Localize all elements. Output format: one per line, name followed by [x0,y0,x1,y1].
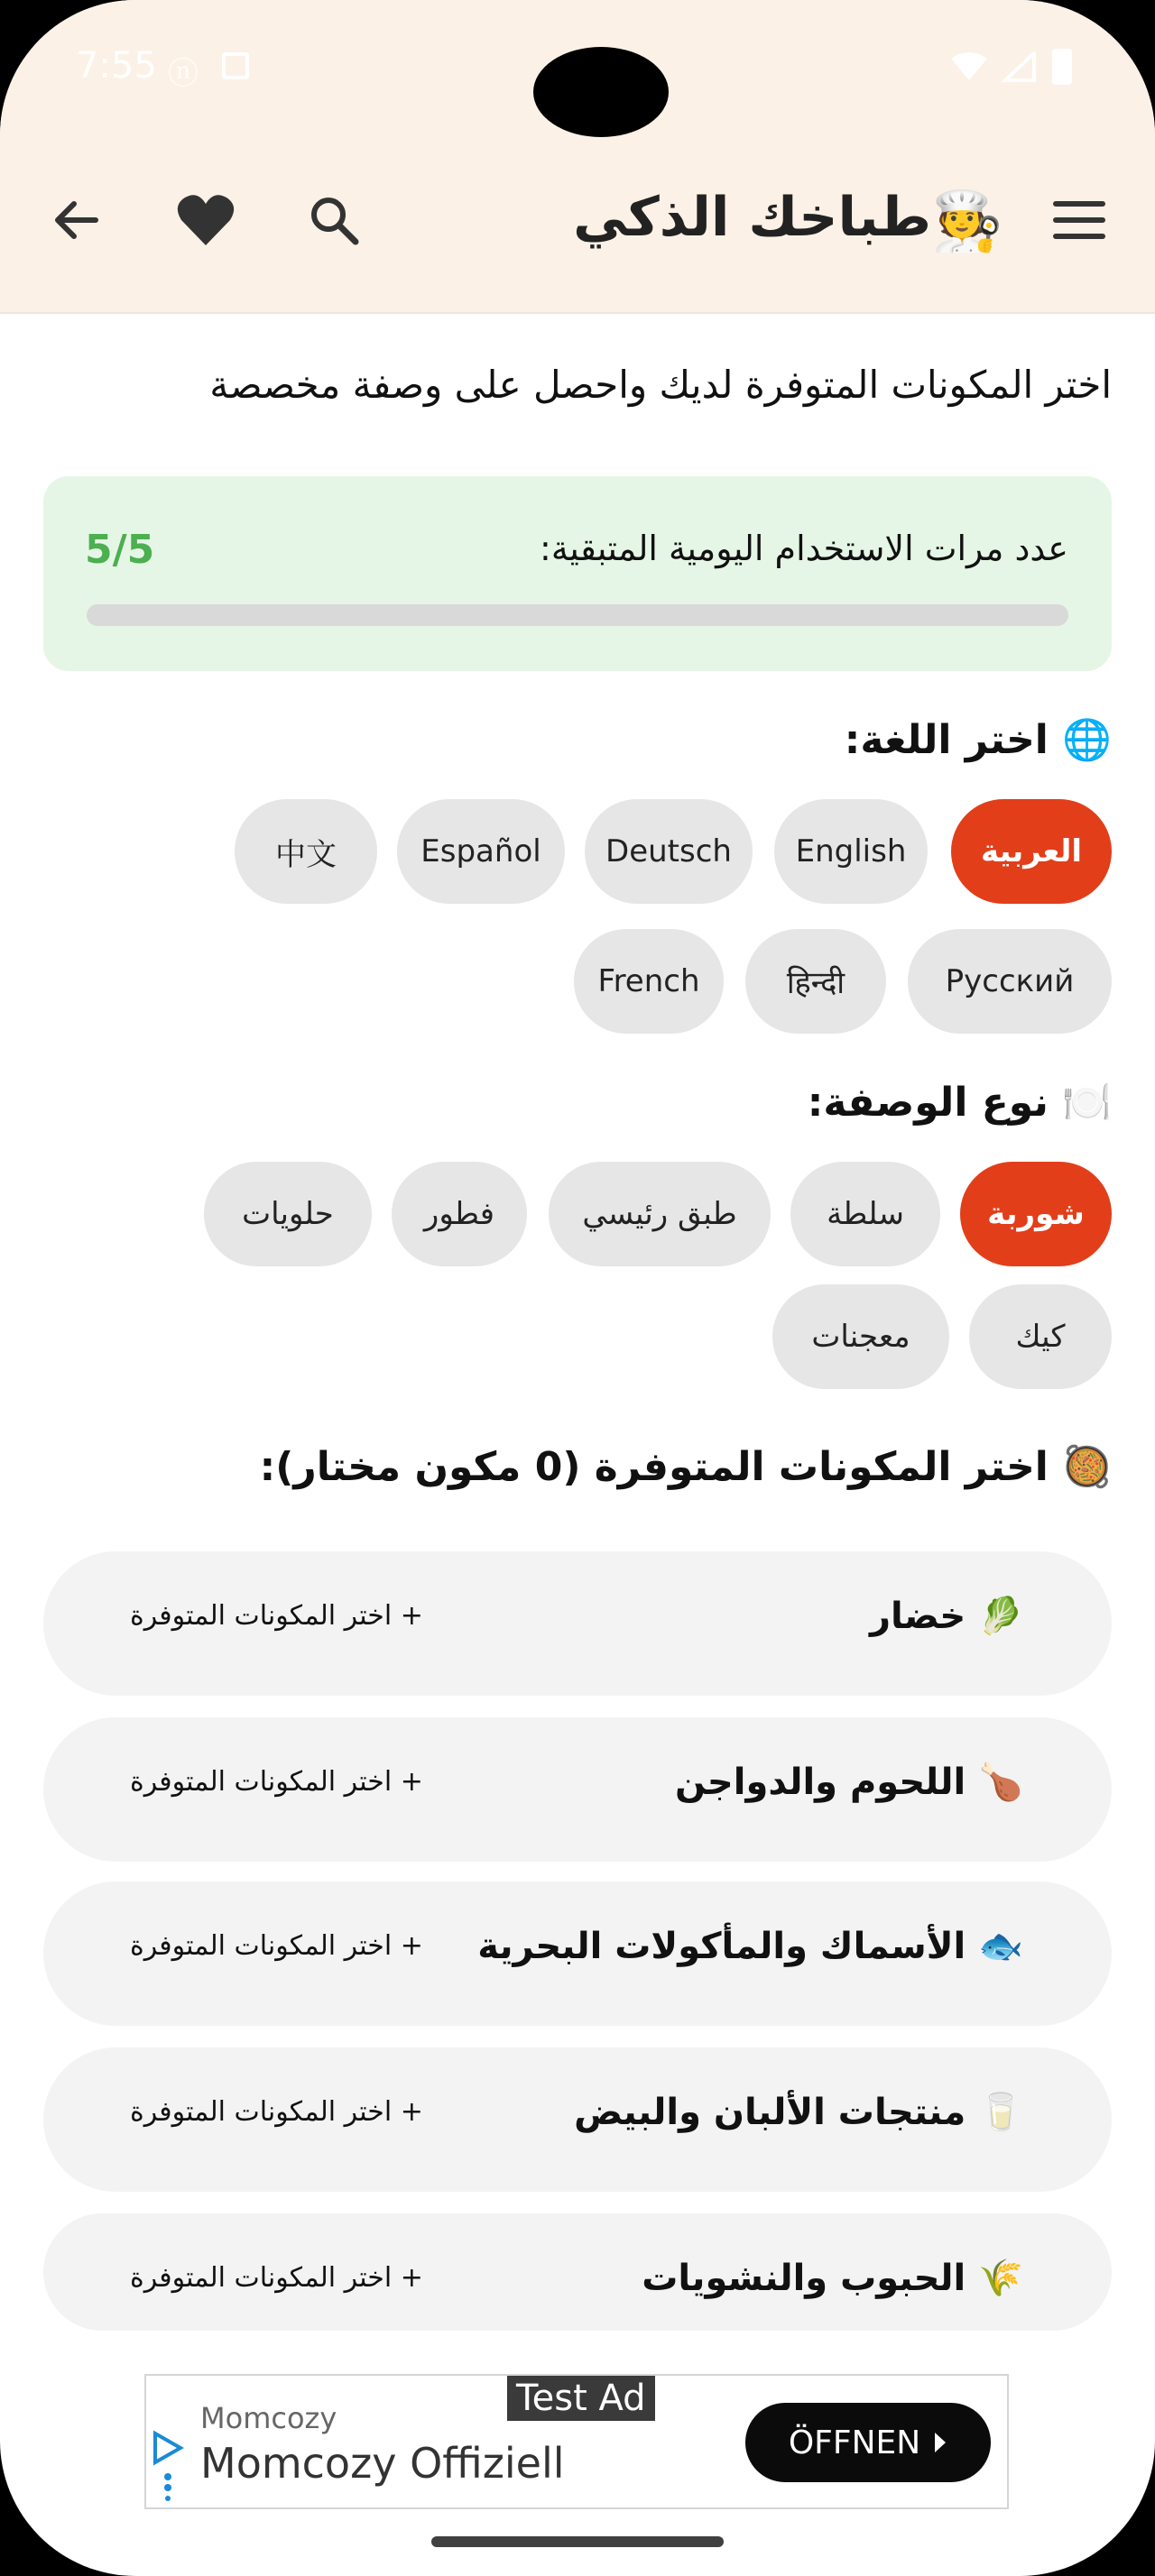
notification-a-icon [222,52,249,79]
signal-icon [1002,51,1038,82]
select-ingredients-button[interactable]: + اختر المكونات المتوفرة [130,1930,423,1962]
recipe-chip-soup[interactable]: شوربة [960,1162,1112,1266]
category-name [870,1595,1023,1637]
category-name [642,2257,1023,2299]
category-label: خضار [869,1596,966,1637]
poultry-leg-icon: 🍗 [978,1762,1023,1803]
chef-icon: 🧑‍🍳 [931,189,1003,255]
recipe-chip-pastries[interactable]: معجنات [772,1284,949,1389]
recipe-chip-cake[interactable]: كيك [969,1284,1112,1389]
usage-card [43,476,1112,671]
recipe-chip-salad[interactable]: سلطة [790,1162,940,1266]
category-name [675,1761,1023,1803]
search-icon [307,193,361,247]
category-fish-seafood[interactable] [43,1881,1112,2026]
notification-n-icon: ⓝ [168,56,199,92]
category-dairy-eggs[interactable] [43,2047,1112,2192]
ad-headline: Momcozy Offiziell [200,2439,565,2488]
grain-icon: 🌾 [978,2258,1023,2299]
ad-advertiser: Momcozy [200,2401,337,2435]
select-ingredients-button[interactable]: + اختر المكونات المتوفرة [130,1600,423,1632]
language-chip-spanish[interactable]: Español [397,799,565,904]
ingredients-section-title: 🥘 اختر المكونات المتوفرة (0 مكون مختار): [259,1444,1112,1490]
category-meat-poultry[interactable] [43,1717,1112,1862]
language-chip-chinese[interactable]: 中文 [235,799,377,904]
app-bar [0,0,1155,314]
recipe-chip-desserts[interactable]: حلويات [204,1162,372,1266]
category-label: الأسماك والمأكولات البحرية [477,1926,966,1967]
category-label: منتجات الألبان والبيض [574,2092,966,2133]
camera-cutout [533,47,669,137]
status-time: 7:55 [76,45,157,87]
menu-button[interactable] [1043,184,1115,256]
app-title: طباخك الذكي [573,186,931,249]
heart-icon [176,193,236,247]
category-vegetables[interactable] [43,1551,1112,1696]
category-name [574,2091,1023,2133]
fish-icon: 🐟 [978,1926,1023,1967]
menu-icon [1052,199,1106,241]
usage-count: 5/5 [85,527,155,573]
recipe-chip-breakfast[interactable]: فطور [392,1162,527,1266]
milk-icon: 🥛 [978,2092,1023,2133]
status-icons [951,49,1072,85]
ad-choices-icon[interactable] [150,2430,186,2502]
ad-banner[interactable] [144,2374,1009,2509]
wifi-icon [951,51,987,82]
play-arrow-icon [933,2431,947,2454]
language-chip-german[interactable]: Deutsch [585,799,753,904]
language-chip-hindi[interactable]: हिन्दी [745,929,886,1034]
select-ingredients-button[interactable]: + اختر المكونات المتوفرة [130,1766,423,1798]
language-section-title: 🌐 اختر اللغة: [844,717,1112,763]
home-indicator[interactable] [431,2536,724,2547]
category-grains-starches[interactable] [43,2213,1112,2331]
usage-progress-bar [87,604,1068,626]
vegetables-icon: 🥬 [978,1596,1023,1637]
ad-open-label: ÖFFNEN [788,2424,921,2461]
select-ingredients-button[interactable]: + اختر المكونات المتوفرة [130,2262,423,2294]
battery-icon [1052,49,1072,85]
test-ad-label: Test Ad [507,2376,655,2421]
search-button[interactable] [298,184,370,256]
favorites-button[interactable] [170,184,242,256]
select-ingredients-button[interactable]: + اختر المكونات المتوفرة [130,2096,423,2128]
usage-label: عدد مرات الاستخدام اليومية المتبقية: [540,529,1068,568]
language-chip-french[interactable]: French [574,929,724,1034]
category-name [477,1925,1023,1967]
intro-text: اختر المكونات المتوفرة لديك واحصل على وصفة مخصصة [209,363,1112,407]
language-chip-arabic[interactable]: العربية [951,799,1112,904]
back-arrow-icon [49,193,103,247]
language-chip-russian[interactable]: Русский [908,929,1112,1034]
category-label: الحبوب والنشويات [642,2258,966,2299]
recipe-chip-main-dish[interactable]: طبق رئيسي [549,1162,771,1266]
category-label: اللحوم والدواجن [674,1762,966,1803]
back-button[interactable] [40,184,112,256]
recipe-type-section-title: 🍽️ نوع الوصفة: [807,1080,1112,1126]
ad-open-button[interactable] [745,2403,991,2482]
language-chip-english[interactable]: English [774,799,928,904]
